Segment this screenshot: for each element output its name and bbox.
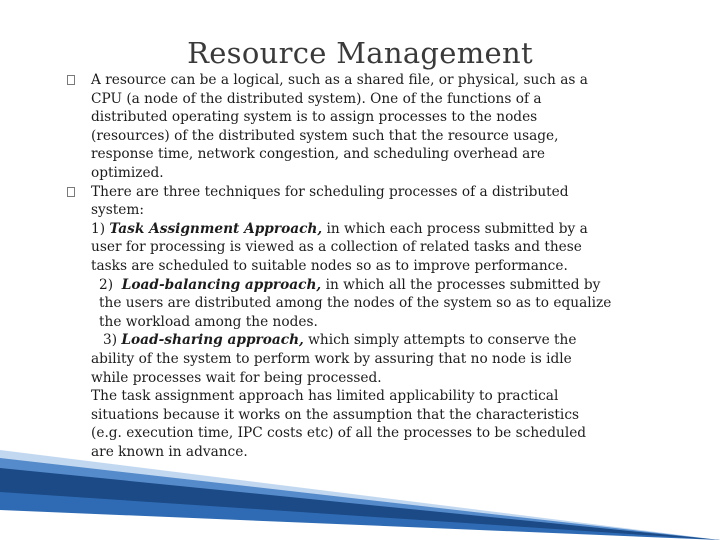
item-task-assignment: [63, 220, 663, 276]
item-first-line: [99, 276, 663, 295]
text-line: distributed operating system is to assign processes to the nodes: [91, 109, 538, 126]
text-line: response time, network congestion, and scheduling overhead are: [91, 146, 545, 163]
item-number: 1): [91, 220, 106, 237]
item-first-rest: in which all the processes submitted by: [325, 276, 601, 293]
item-first-line: [91, 220, 663, 239]
text-line: optimized.: [91, 164, 164, 181]
slide-body: [63, 71, 663, 461]
bullet-box-icon: [67, 187, 75, 197]
text-line: There are three techniques for scheduling processes of a distributed: [91, 183, 569, 200]
item-load-balancing: [63, 276, 663, 332]
text-line: the workload among the nodes.: [99, 313, 318, 330]
text-line: A resource can be a logical, such as a shared file, or physical, such as a: [91, 72, 588, 88]
item-number: 2): [99, 276, 114, 293]
text-line: (resources) of the distributed system such that the resource usage,: [91, 127, 559, 144]
text-line: tasks are scheduled to suitable nodes so as to improve performance.: [91, 257, 568, 274]
bullet-scheduling-techniques: [63, 183, 663, 220]
text-line: the users are distributed among the nodes of the system so as to equalize: [99, 295, 612, 312]
text-line: user for processing is viewed as a collection of related tasks and these: [91, 239, 582, 256]
text-line: system:: [91, 202, 144, 219]
bottom-wave-decoration: [0, 430, 720, 540]
item-name: Load-balancing approach,: [121, 276, 322, 293]
bullet-box-icon: [67, 75, 75, 85]
item-number: 3): [103, 332, 118, 349]
item-name: Load-sharing approach,: [121, 332, 304, 349]
item-name: Task Assignment Approach,: [109, 220, 323, 237]
item-first-rest: which simply attempts to conserve the: [308, 332, 577, 349]
text-line: situations because it works on the assumption that the characteristics: [91, 406, 580, 423]
text-line: ability of the system to perform work by assuring that no node is idle: [91, 350, 572, 367]
item-load-sharing: [63, 331, 663, 350]
item-first-line: [103, 331, 663, 350]
text-line: The task assignment approach has limited applicability to practical: [91, 388, 559, 405]
text-line: are known in advance.: [91, 443, 248, 460]
bullet-resource-definition: [63, 71, 663, 183]
slide-title: Resource Management: [187, 36, 533, 70]
item-first-rest: in which each process submitted by a: [326, 220, 588, 237]
text-line: CPU (a node of the distributed system). One of the functions of a: [91, 90, 542, 107]
text-line: (e.g. execution time, IPC costs etc) of all the processes to be scheduled: [91, 425, 587, 442]
text-line: while processes wait for being processed.: [91, 369, 382, 386]
